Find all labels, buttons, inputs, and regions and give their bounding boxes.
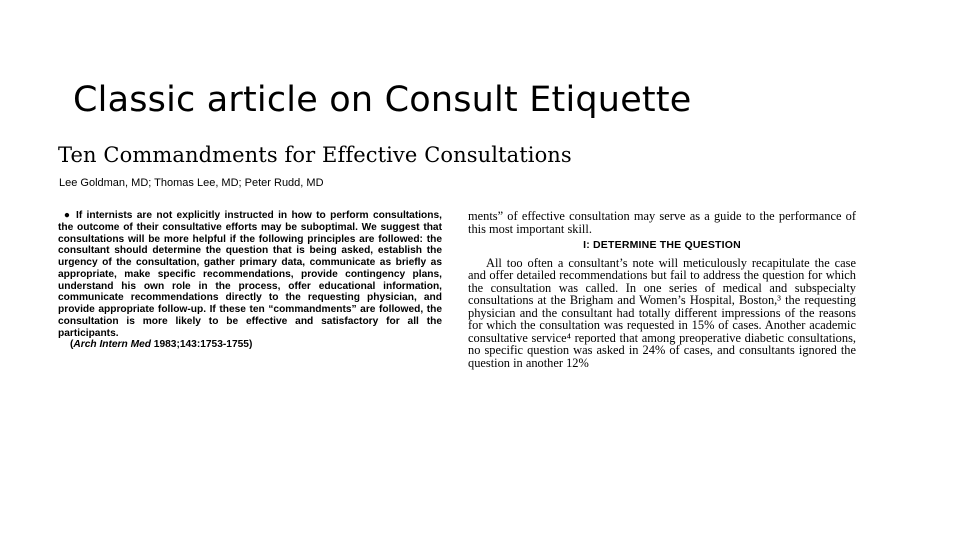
body-paragraph: All too often a consultant’s note will meticulously recapitulate the case and offer detailed recommendations but fail to address the question for which the consultation was called. In one series of medical and subspecialty consultations at the Brigham and Women’s Hospital, Boston,³ the requesting physician and the consultant had totally different impressions of the reasons for which the consultation was requested in 15% of cases. Another academic consultative service⁴ reported that among preoperative diabetic consultations, no specific question was asked in 24% of cases, and consultants ignored the question in another 12% xyxy=(468,255,856,370)
article-authors: Lee Goldman, MD; Thomas Lee, MD; Peter Rudd, MD xyxy=(59,177,324,189)
body-intro: ments” of effective consultation may serve as a guide to the performance of this most important skill. xyxy=(468,209,856,236)
article-title: Ten Commandments for Effective Consultations xyxy=(58,143,572,167)
slide-title: Classic article on Consult Etiquette xyxy=(73,80,692,121)
section-heading: I: DETERMINE THE QUESTION xyxy=(583,239,741,251)
article-scan xyxy=(58,140,858,400)
citation-journal: Arch Intern Med xyxy=(73,339,151,351)
article-abstract xyxy=(58,210,442,351)
citation-details: 1983;143:1753-1755) xyxy=(150,339,253,351)
bullet-icon: ● xyxy=(63,210,71,221)
abstract-text: If internists are not explicitly instructed in how to perform consultations, the outcome of their consultative efforts may be suboptimal. We suggest that consultations will be more helpful if the following principles are followed: the consultant should determine the question that is being asked, establish the urgency of the consultation, gather primary data, communicate as briefly as appropriate, make specific recommendations, provide contingency plans, understand his own role in the process, offer educational information, communicate recommendations directly to the requesting physician, and provide appropriate follow-up. If these ten “commandments” are followed, the consultation is more likely to be effective and satisfactory for all the participants. xyxy=(58,210,442,339)
abstract-citation: (Arch Intern Med 1983;143:1753-1755) xyxy=(70,339,253,351)
article-body-column xyxy=(468,210,856,369)
